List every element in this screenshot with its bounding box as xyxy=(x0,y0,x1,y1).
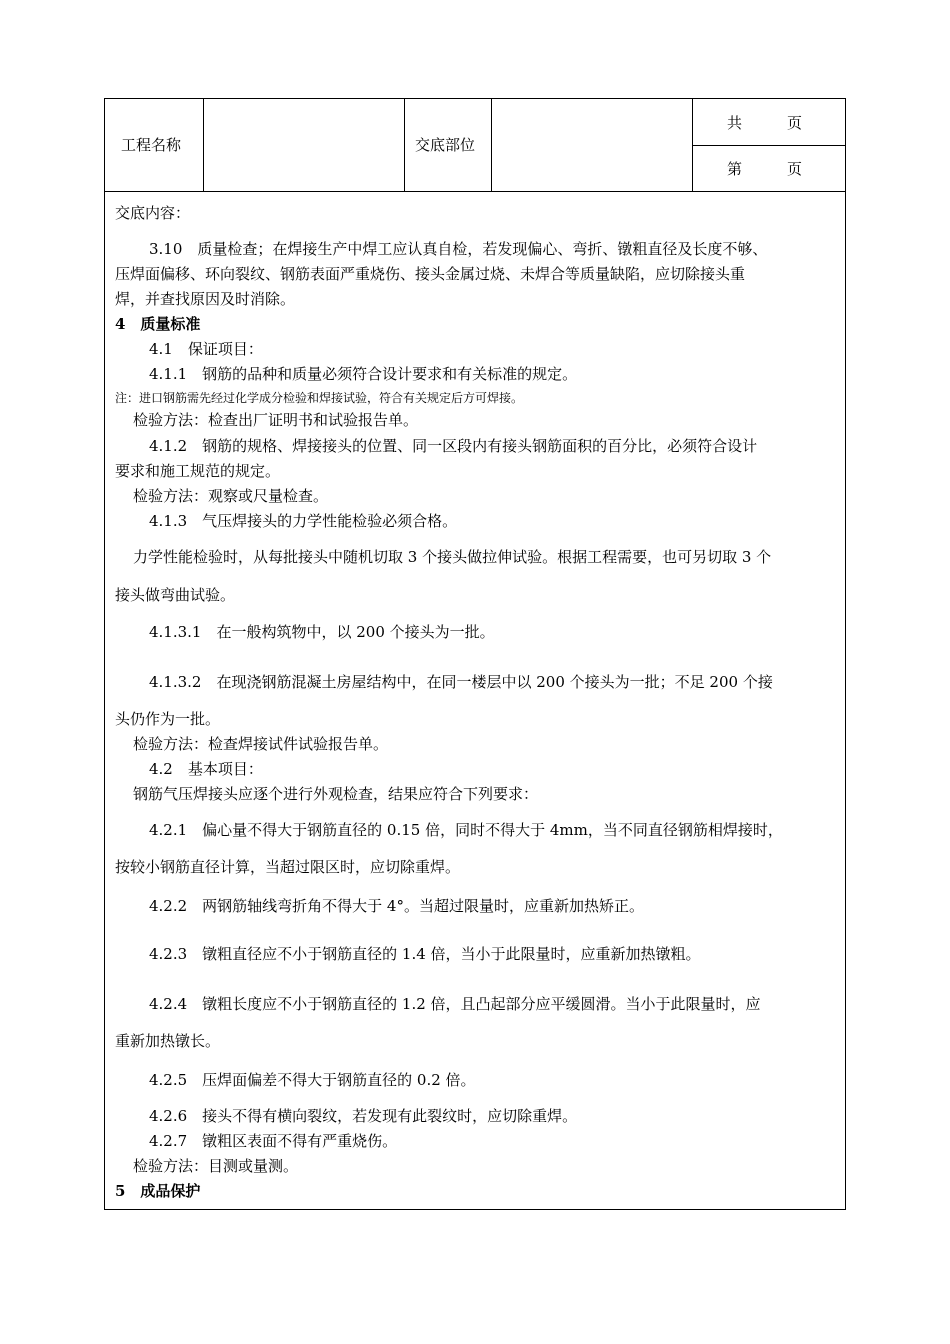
column-divider xyxy=(203,99,204,191)
paragraph-line: 接头做弯曲试验。 xyxy=(115,586,236,604)
clause: 4.2.1 偏心量不得大于钢筋直径的 0.15 倍，同时不得大于 4mm，当不同直径钢筋相焊接时， xyxy=(149,821,783,839)
clause: 4.2.5 压焊面偏差不得大于钢筋直径的 0.2 倍。 xyxy=(149,1071,476,1089)
clause: 4.2.4 镦粗长度应不小于钢筋直径的 1.2 倍，且凸起部分应平缓圆滑。当小于此限量时，应 xyxy=(149,995,761,1013)
note: 注：进口钢筋需先经过化学成分检验和焊接试验，符合有关规定后方可焊接。 xyxy=(115,391,524,405)
paragraph-line: 钢筋气压焊接头应逐个进行外观检查，结果应符合下列要求： xyxy=(133,785,539,803)
clause: 4.1.3.1 在一般构筑物中，以 200 个接头为一批。 xyxy=(149,623,495,641)
clause-continuation: 头仍作为一批。 xyxy=(115,710,221,728)
clause: 4.2.2 两钢筋轴线弯折角不得大于 4°。当超过限量时，应重新加热矫正。 xyxy=(149,897,644,915)
intro-label: 交底内容： xyxy=(115,204,191,222)
form-header xyxy=(105,99,845,192)
clause-continuation: 重新加热镦长。 xyxy=(115,1032,221,1050)
paragraph-line: 压焊面偏移、环向裂纹、钢筋表面严重烧伤、接头金属过烧、未焊合等质量缺陷，应切除接头重 xyxy=(115,265,746,283)
project-name-label: 工程名称 xyxy=(121,136,182,154)
clause: 4.2.6 接头不得有横向裂纹，若发现有此裂纹时，应切除重焊。 xyxy=(149,1107,578,1125)
clause-continuation: 按较小钢筋直径计算，当超过限区时，应切除重焊。 xyxy=(115,858,461,876)
row-divider xyxy=(693,145,845,146)
section-title: 4 质量标准 xyxy=(115,315,201,333)
section-title: 5 成品保护 xyxy=(115,1182,201,1200)
clause: 4.1.1 钢筋的品种和质量必须符合设计要求和有关标准的规定。 xyxy=(149,365,578,383)
paragraph-line: 焊，并查找原因及时消除。 xyxy=(115,290,296,308)
paragraph-line: 3.10 质量检查；在焊接生产中焊工应认真自检，若发现偏心、弯折、镦粗直径及长度不够、 xyxy=(149,240,768,258)
paragraph-line: 力学性能检验时，从每批接头中随机切取 3 个接头做拉伸试验。根据工程需要，也可另切取 3 个 xyxy=(133,548,772,566)
inspection-method: 检验方法：检查出厂证明书和试验报告单。 xyxy=(133,411,419,429)
column-divider xyxy=(404,99,405,191)
clause: 4.2.7 镦粗区表面不得有严重烧伤。 xyxy=(149,1132,398,1150)
inspection-method: 检验方法：检查焊接试件试验报告单。 xyxy=(133,735,389,753)
page-number: 第 页 xyxy=(727,160,803,178)
subsection-title: 4.1 保证项目： xyxy=(149,340,263,358)
clause: 4.1.2 钢筋的规格、焊接接头的位置、同一区段内有接头钢筋面积的百分比，必须符合设计 xyxy=(149,437,758,455)
clause: 4.1.3.2 在现浇钢筋混凝土房屋结构中，在同一楼层中以 200 个接头为一批；不足 200 个接 xyxy=(149,673,773,691)
location-label: 交底部位 xyxy=(415,136,476,154)
clause: 4.2.3 镦粗直径应不小于钢筋直径的 1.4 倍，当小于此限量时，应重新加热镦粗。 xyxy=(149,945,701,963)
inspection-method: 检验方法：观察或尺量检查。 xyxy=(133,487,329,505)
clause-continuation: 要求和施工规范的规定。 xyxy=(115,462,281,480)
inspection-method: 检验方法：目测或量测。 xyxy=(133,1157,299,1175)
total-pages: 共 页 xyxy=(727,114,803,132)
subsection-title: 4.2 基本项目： xyxy=(149,760,263,778)
column-divider xyxy=(491,99,492,191)
disclosure-form xyxy=(104,98,846,1210)
clause: 4.1.3 气压焊接头的力学性能检验必须合格。 xyxy=(149,512,458,530)
